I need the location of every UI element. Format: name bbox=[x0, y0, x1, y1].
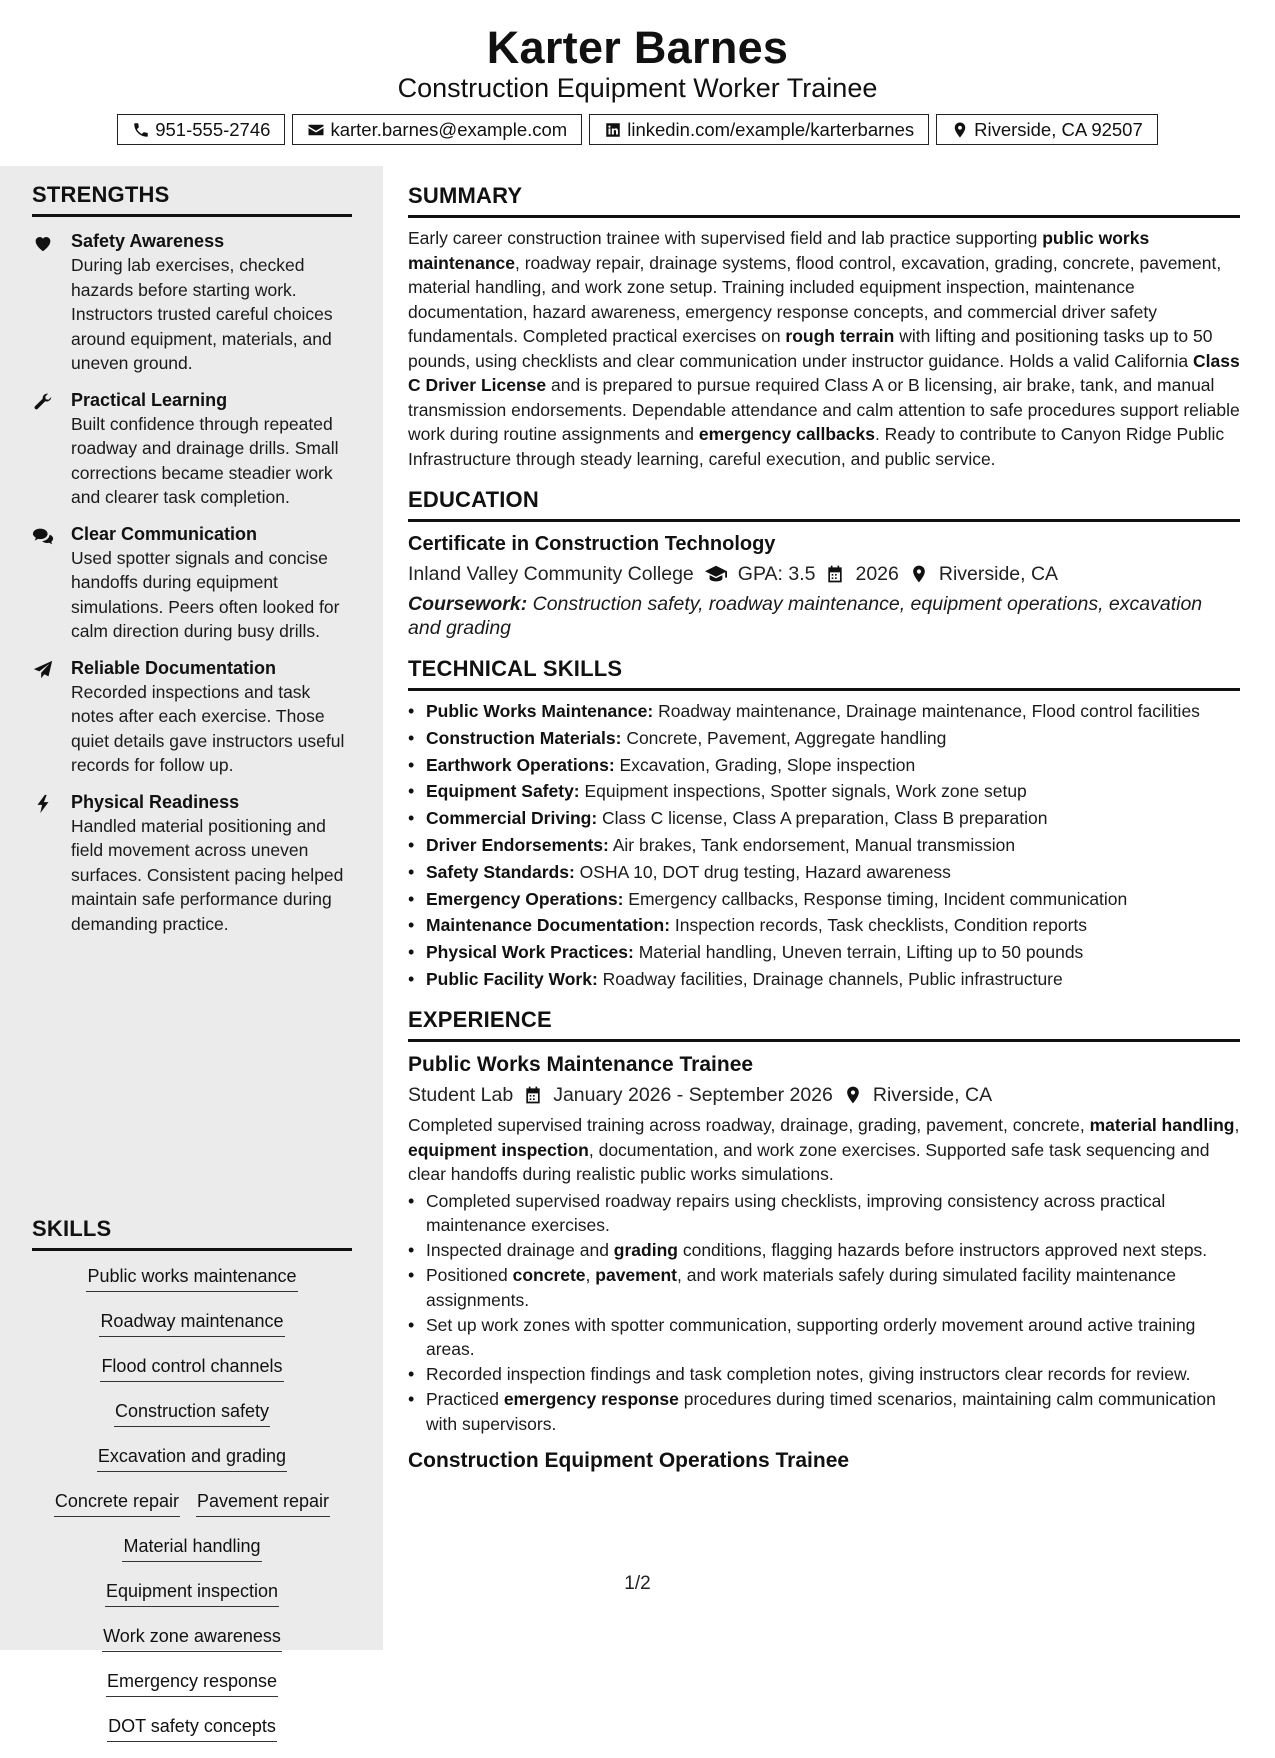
paper-plane-icon bbox=[32, 659, 54, 681]
skill-tag: Construction safety bbox=[114, 1398, 270, 1427]
heart-icon bbox=[32, 232, 54, 254]
list-item: • Practiced emergency response procedures during timed scenarios, maintaining calm communication with supervisors. bbox=[408, 1387, 1240, 1436]
summary-text: Early career construction trainee with supervised field and lab practice supporting public works maintenance, roadway repair, drainage systems, flood control, excavation, grading, concrete, pavement, material handling, and work zone setup. Training included equipment inspection, maintenance documentation, hazard awareness, emergency response concepts, and commercial driver safety fundamentals. Completed practical exercises on rough terrain with lifting and positioning tasks up to 50 pounds, using checklists and clear communication under instructor guidance. Holds a valid California Class C Driver License and is prepared to pursue required Class A or B licensing, air brake, tank, and manual transmission endorsements. Dependable attendance and calm attention to safe procedures support reliable work during routine assignments and emergency callbacks. Ready to contribute to Canyon Ridge Public Infrastructure through steady learning, careful execution, and public service. bbox=[408, 228, 1240, 469]
email-text: karter.barnes@example.com bbox=[330, 118, 568, 140]
strength-text: Recorded inspections and task notes after each exercise. Those quiet details gave instructors useful records for follow up. bbox=[71, 681, 345, 775]
skill-tag: Flood control channels bbox=[100, 1353, 283, 1382]
list-item: • Construction Materials: Concrete, Pavement, Aggregate handling bbox=[408, 726, 1240, 751]
job-location: Riverside, CA bbox=[872, 1084, 993, 1107]
degree-title: Certificate in Construction Technology bbox=[408, 533, 776, 555]
skill-tag: DOT safety concepts bbox=[107, 1713, 277, 1742]
page-number: 1/2 bbox=[624, 1573, 651, 1594]
list-item: • Completed supervised roadway repairs using checklists, improving consistency across practical maintenance exercises. bbox=[408, 1189, 1240, 1238]
skill-tag: Material handling bbox=[122, 1533, 261, 1562]
strength-item bbox=[32, 791, 352, 937]
linkedin-text: linkedin.com/example/karterbarnes bbox=[627, 118, 915, 140]
list-item: • Inspected drainage and grading conditions, flagging hazards before instructors approved next steps. bbox=[408, 1238, 1240, 1263]
linkedin-icon bbox=[604, 121, 622, 139]
experience-heading: EXPERIENCE bbox=[408, 1007, 1240, 1042]
skill-tag: Pavement repair bbox=[196, 1488, 330, 1517]
candidate-name: Karter Barnes bbox=[486, 22, 789, 73]
strength-text: Built confidence through repeated roadway and drainage drills. Small corrections became steadier work and clearer task completion. bbox=[71, 413, 339, 507]
strengths-section bbox=[32, 182, 352, 936]
summary-section bbox=[408, 183, 1240, 471]
wrench-icon bbox=[32, 391, 54, 413]
phone-icon bbox=[132, 121, 150, 139]
graduation-cap-icon bbox=[704, 563, 728, 585]
strength-title: Practical Learning bbox=[71, 389, 228, 410]
strength-title: Physical Readiness bbox=[71, 791, 240, 812]
strength-text: Used spotter signals and concise handoffs during equipment simulations. Peers often looked for calm direction during busy drills. bbox=[71, 547, 340, 641]
coursework-text: Coursework: Construction safety, roadway maintenance, equipment operations, excavation and grading bbox=[408, 593, 1203, 639]
job-bullets bbox=[408, 1189, 1240, 1437]
graduation-year: 2026 bbox=[855, 563, 899, 585]
calendar-icon bbox=[825, 564, 845, 584]
skills-heading: SKILLS bbox=[32, 1216, 352, 1251]
resume-header bbox=[0, 0, 1275, 166]
school-name: Inland Valley Community College bbox=[408, 563, 694, 585]
contact-linkedin[interactable] bbox=[589, 114, 929, 145]
list-item: • Earthwork Operations: Excavation, Grading, Slope inspection bbox=[408, 753, 1240, 778]
job-dates: January 2026 - September 2026 bbox=[553, 1084, 833, 1107]
technical-skills-list bbox=[408, 699, 1240, 991]
skill-tag: Roadway maintenance bbox=[99, 1308, 284, 1337]
skill-tag: Excavation and grading bbox=[97, 1443, 287, 1472]
map-pin-icon bbox=[843, 1085, 863, 1105]
list-item: • Physical Work Practices: Material handling, Uneven terrain, Lifting up to 50 pounds bbox=[408, 940, 1240, 965]
contact-bar bbox=[0, 114, 1275, 145]
envelope-icon bbox=[307, 121, 325, 139]
list-item: • Public Facility Work: Roadway facilities, Drainage channels, Public infrastructure bbox=[408, 967, 1240, 992]
list-item: • Set up work zones with spotter communication, supporting orderly movement around active training areas. bbox=[408, 1313, 1240, 1362]
strength-item bbox=[32, 657, 352, 778]
education-heading: EDUCATION bbox=[408, 487, 1240, 522]
job-org: Student Lab bbox=[408, 1084, 514, 1107]
school-location: Riverside, CA bbox=[938, 563, 1059, 585]
technical-skills-section bbox=[408, 656, 1240, 991]
list-item: • Safety Standards: OSHA 10, DOT drug testing, Hazard awareness bbox=[408, 860, 1240, 885]
strength-text: Handled material positioning and field movement across uneven surfaces. Consistent pacing helped maintain safe performance during demanding practice. bbox=[71, 815, 344, 934]
strength-item bbox=[32, 523, 352, 644]
main-content bbox=[408, 166, 1240, 1474]
skill-tag: Equipment inspection bbox=[105, 1578, 279, 1607]
list-item: • Equipment Safety: Equipment inspections, Spotter signals, Work zone setup bbox=[408, 779, 1240, 804]
list-item: • Maintenance Documentation: Inspection records, Task checklists, Condition reports bbox=[408, 913, 1240, 938]
experience-section bbox=[408, 1007, 1240, 1474]
list-item: • Public Works Maintenance: Roadway maintenance, Drainage maintenance, Flood control facilities bbox=[408, 699, 1240, 724]
list-item: • Recorded inspection findings and task completion notes, giving instructors clear records for review. bbox=[408, 1362, 1240, 1387]
phone-text: 951-555-2746 bbox=[155, 118, 271, 140]
skill-tag: Concrete repair bbox=[54, 1488, 180, 1517]
calendar-icon bbox=[523, 1085, 543, 1105]
contact-email[interactable] bbox=[292, 114, 582, 145]
map-pin-icon bbox=[951, 121, 969, 139]
location-text: Riverside, CA 92507 bbox=[974, 118, 1143, 140]
list-item: • Commercial Driving: Class C license, Class A preparation, Class B preparation bbox=[408, 806, 1240, 831]
job-description: Completed supervised training across roadway, drainage, grading, pavement, concrete, material handling, equipment inspection, documentation, and work zone exercises. Supported safe task sequencing and clear handoffs during realistic public works simulations. bbox=[408, 1115, 1240, 1185]
strength-text: During lab exercises, checked hazards before starting work. Instructors trusted careful choices around equipment, materials, and uneven ground. bbox=[71, 255, 333, 373]
candidate-title: Construction Equipment Worker Trainee bbox=[397, 73, 878, 103]
summary-heading: SUMMARY bbox=[408, 183, 1240, 218]
education-section bbox=[408, 487, 1240, 640]
skill-tag: Emergency response bbox=[106, 1668, 278, 1697]
strength-title: Reliable Documentation bbox=[71, 657, 277, 678]
comments-icon bbox=[32, 525, 54, 547]
strength-title: Clear Communication bbox=[71, 523, 258, 544]
gpa-text: GPA: 3.5 bbox=[737, 563, 816, 585]
job-title: Public Works Maintenance Trainee bbox=[408, 1053, 754, 1077]
education-meta bbox=[408, 560, 1240, 588]
skills-section bbox=[32, 1216, 352, 1758]
strengths-heading: STRENGTHS bbox=[32, 182, 352, 217]
strength-item bbox=[32, 230, 352, 376]
bolt-icon bbox=[32, 793, 54, 815]
job-title: Construction Equipment Operations Trainee bbox=[408, 1449, 850, 1473]
sidebar bbox=[0, 166, 383, 1736]
contact-location bbox=[936, 114, 1158, 145]
skill-tag: Work zone awareness bbox=[102, 1623, 282, 1652]
skill-tag: Public works maintenance bbox=[86, 1263, 297, 1292]
contact-phone[interactable] bbox=[117, 114, 285, 145]
strength-title: Safety Awareness bbox=[71, 231, 225, 251]
list-item: • Driver Endorsements: Air brakes, Tank endorsement, Manual transmission bbox=[408, 833, 1240, 858]
technical-skills-heading: TECHNICAL SKILLS bbox=[408, 656, 1240, 691]
strength-item bbox=[32, 389, 352, 510]
list-item: • Emergency Operations: Emergency callbacks, Response timing, Incident communication bbox=[408, 887, 1240, 912]
list-item: • Positioned concrete, pavement, and work materials safely during simulated facility maintenance assignments. bbox=[408, 1263, 1240, 1312]
job-meta bbox=[408, 1081, 1240, 1109]
map-pin-icon bbox=[909, 564, 929, 584]
